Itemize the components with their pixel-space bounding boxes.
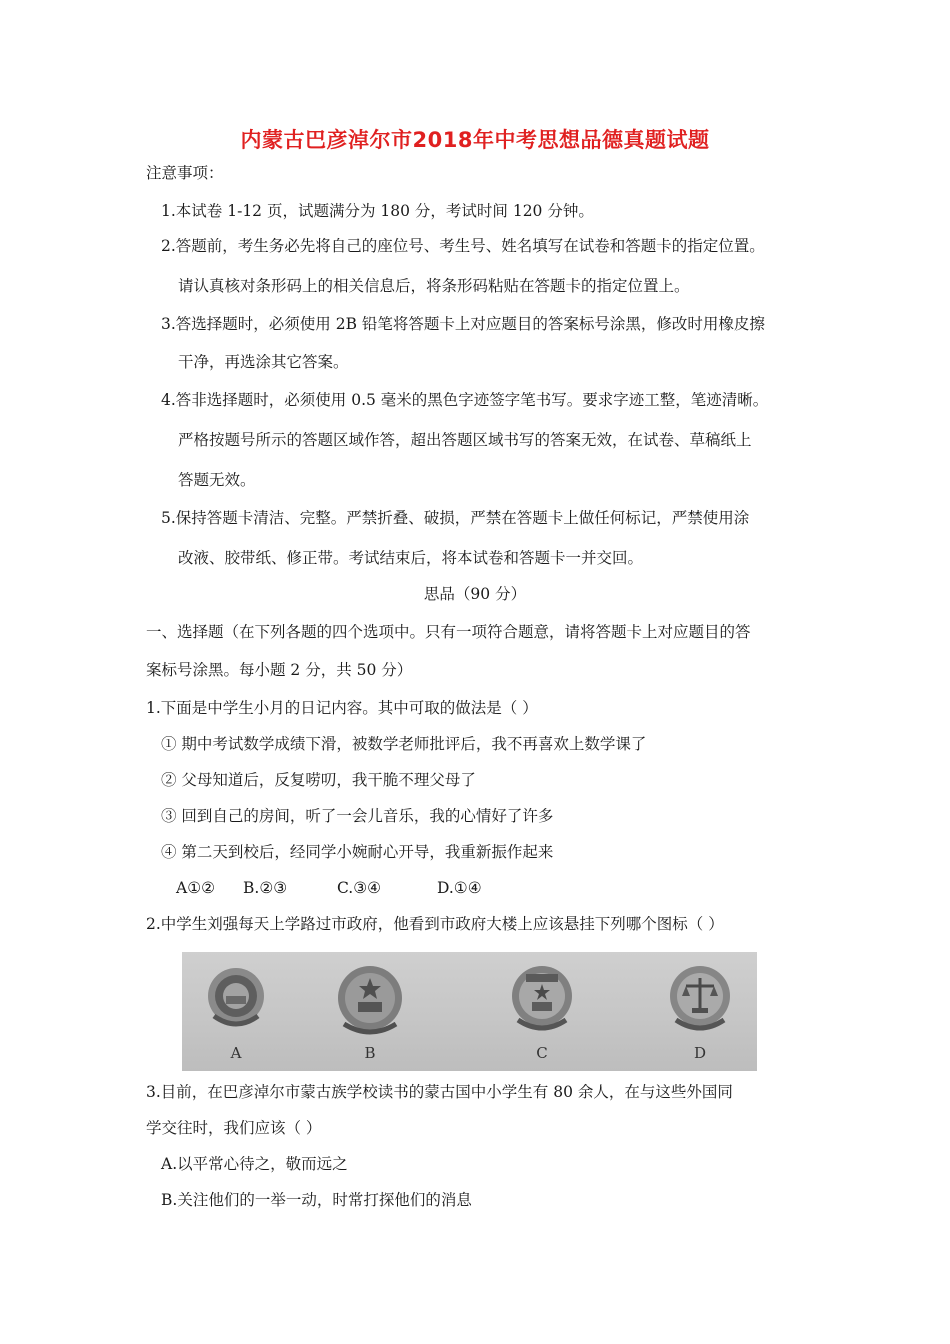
court-emblem-icon	[660, 956, 740, 1046]
statement-3: ③ 回到自己的房间，听了一会儿音乐，我的心情好了许多	[161, 807, 554, 825]
statement-2: ② 父母知道后，反复唠叨，我干脆不理父母了	[161, 771, 476, 789]
question-stem: 2.中学生刘强每天上学路过市政府，他看到市政府大楼上应该悬挂下列哪个图标（ ）	[146, 915, 724, 933]
part1-instructions-cont: 案标号涂黑。每小题 2 分，共 50 分）	[146, 661, 413, 679]
question-stem: 3.目前，在巴彦淖尔市蒙古族学校读书的蒙古国中小学生有 80 余人，在与这些外国同	[146, 1083, 733, 1101]
statement-1: ① 期中考试数学成绩下滑，被数学老师批评后，我不再喜欢上数学课了	[161, 735, 647, 753]
notice-item-2-cont: 请认真核对条形码上的相关信息后，将条形码粘贴在答题卡的指定位置上。	[178, 277, 690, 295]
notice-item-5-cont: 改液、胶带纸、修正带。考试结束后，将本试卷和答题卡一并交回。	[178, 549, 644, 567]
section-title: 思品（90 分）	[423, 585, 527, 603]
emblem-label-d: D	[693, 1044, 707, 1062]
question-stem: 1.下面是中学生小月的日记内容。其中可取的做法是（ ）	[146, 699, 538, 717]
notice-item-5: 5.保持答题卡清洁、完整。严禁折叠、破损，严禁在答题卡上做任何标记，严禁使用涂	[161, 509, 750, 527]
notice-item-4: 4.答非选择题时，必须使用 0.5 毫米的黑色字迹签字笔书写。要求字迹工整，笔迹清晰。	[161, 391, 769, 409]
notice-item-4-cont: 严格按题号所示的答题区域作答，超出答题区域书写的答案无效，在试卷、草稿纸上	[178, 431, 752, 449]
emblem-b	[330, 952, 410, 1071]
emblem-label-b: B	[364, 1044, 376, 1062]
option-b: B.关注他们的一举一动，时常打探他们的消息	[161, 1191, 472, 1209]
page-title: 内蒙古巴彦淖尔市2018年中考思想品德真题试题	[240, 128, 710, 152]
notice-item-3-cont: 干净，再选涂其它答案。	[178, 353, 349, 371]
statement-4: ④ 第二天到校后，经同学小婉耐心开导，我重新振作起来	[161, 843, 554, 861]
procuratorate-emblem-icon	[502, 956, 582, 1046]
emblem-c	[502, 952, 582, 1071]
government-emblem-icon	[330, 956, 410, 1046]
option-b: B.②③	[243, 879, 288, 897]
option-d: D.①④	[437, 879, 482, 897]
notice-item-2: 2.答题前，考生务必先将自己的座位号、考生号、姓名填写在试卷和答题卡的指定位置。	[161, 237, 765, 255]
emblem-label-a: A	[230, 1044, 242, 1062]
national-emblem-icon	[196, 956, 276, 1046]
option-a: A①②	[176, 879, 215, 897]
notice-item-3: 3.答选择题时，必须使用 2B 铅笔将答题卡上对应题目的答案标号涂黑，修改时用橡皮擦	[161, 315, 765, 333]
emblem-image	[182, 952, 757, 1071]
option-c: C.③④	[337, 879, 382, 897]
notice-item-4-cont2: 答题无效。	[178, 471, 256, 489]
notice-item-1: 1.本试卷 1-12 页，试题满分为 180 分，考试时间 120 分钟。	[161, 202, 594, 220]
option-a: A.以平常心待之，敬而远之	[161, 1155, 348, 1173]
part1-instructions: 一、选择题（在下列各题的四个选项中。只有一项符合题意，请将答题卡上对应题目的答	[146, 623, 751, 641]
emblem-a	[196, 952, 276, 1071]
notice-heading: 注意事项：	[146, 164, 224, 182]
question-stem-cont: 学交往时，我们应该（ ）	[146, 1119, 322, 1137]
emblem-label-c: C	[536, 1044, 548, 1062]
emblem-d	[660, 952, 740, 1071]
